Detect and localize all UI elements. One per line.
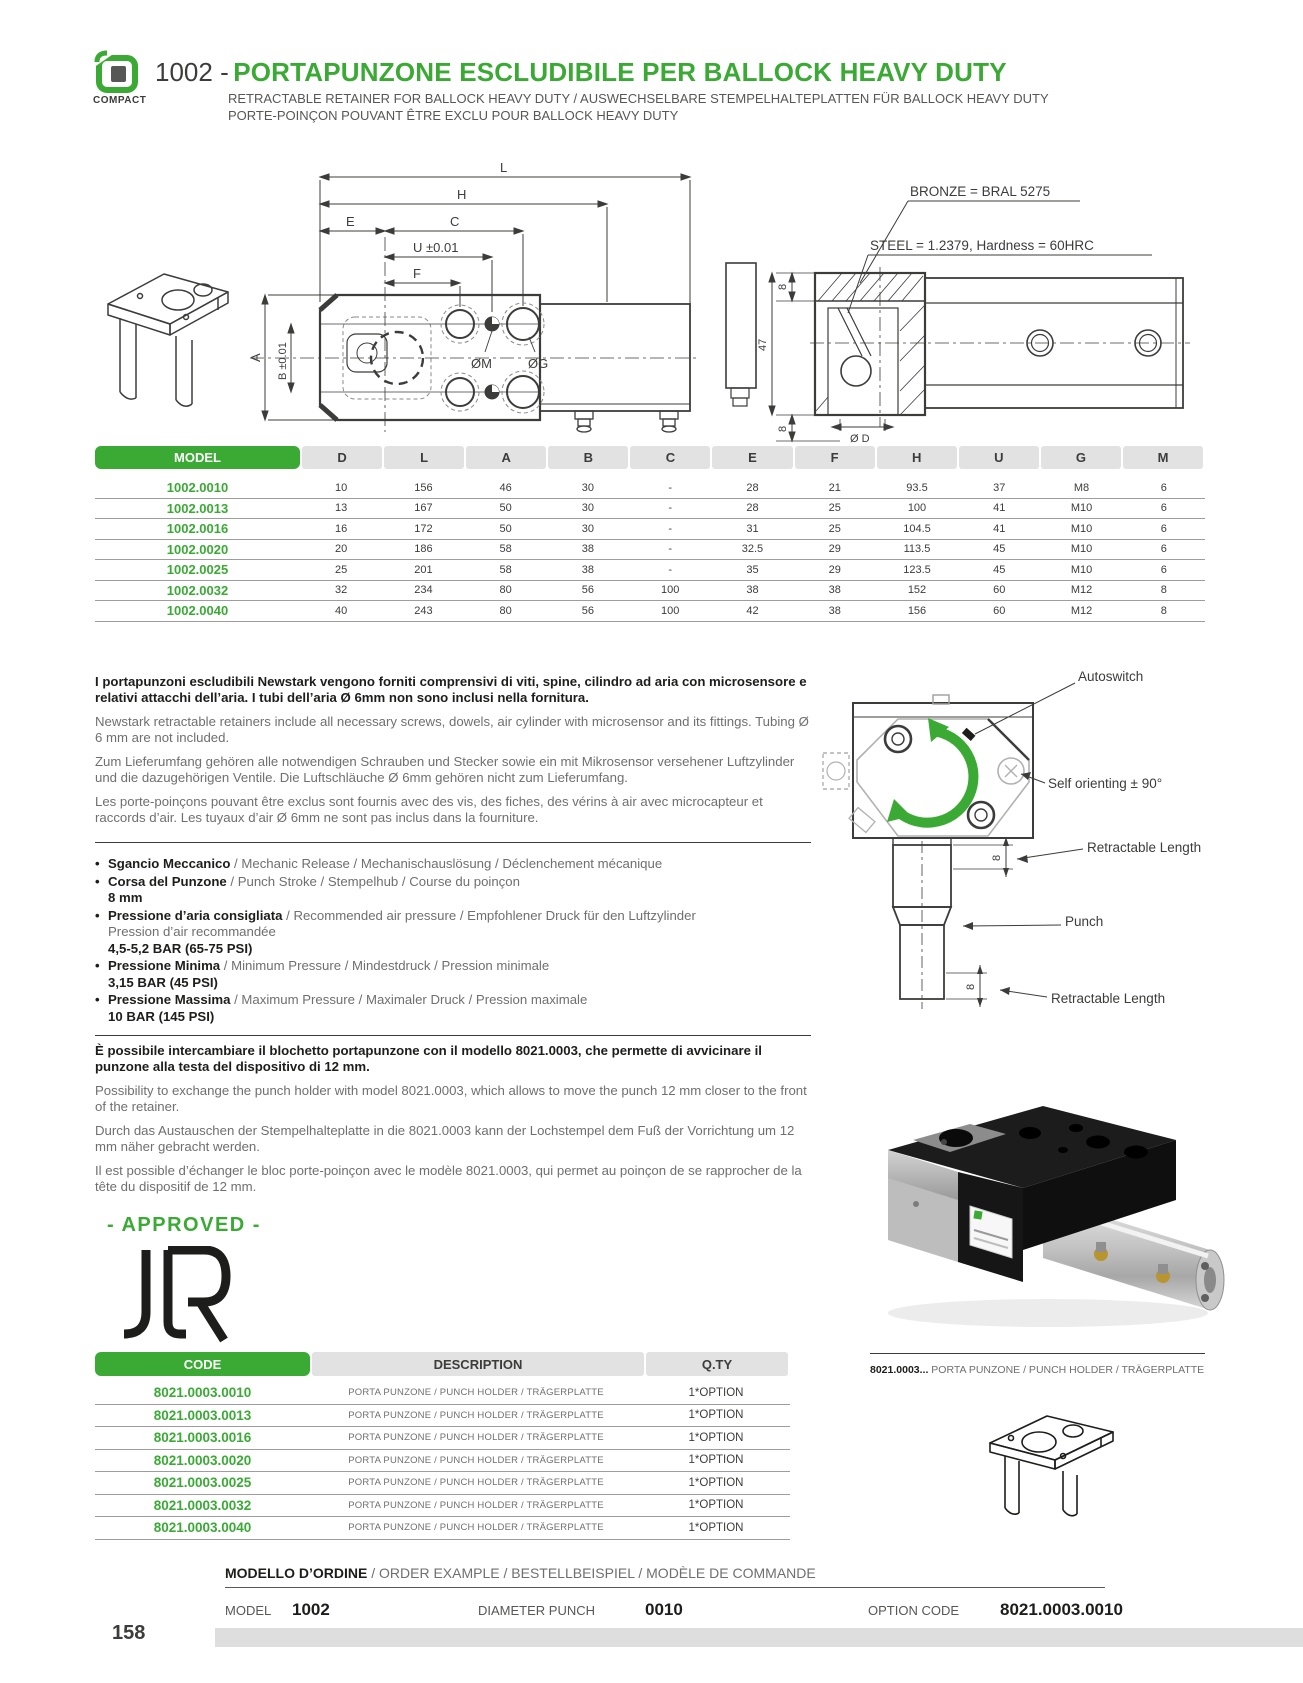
value-l: 234 — [414, 584, 433, 597]
value-m: 6 — [1160, 481, 1167, 494]
column-header-b: B — [548, 446, 628, 469]
value-m: 6 — [1160, 502, 1167, 515]
divider-line — [95, 842, 811, 843]
intro-paragraphs — [95, 674, 811, 834]
order-diameter-label: DIAMETER PUNCH — [478, 1603, 596, 1618]
compact-label: COMPACT — [93, 95, 147, 106]
column-header-l: L — [384, 446, 464, 469]
bullet-title: Pressione Massima — [108, 992, 231, 1007]
value-e: 28 — [746, 502, 759, 515]
retractable-length-top-label: Retractable Length — [1087, 840, 1202, 855]
value-h: 113.5 — [903, 543, 931, 556]
dim-8-bottom: 8 — [965, 983, 977, 990]
value-d: 25 — [335, 563, 348, 576]
value-m: 8 — [1160, 604, 1167, 617]
subtitle-line2: PORTE-POINÇON POUVANT ÊTRE EXCLU POUR BALLOCK HEAVY DUTY — [228, 108, 679, 123]
option-table-row — [95, 1382, 790, 1405]
model-code: 1002.0032 — [166, 582, 229, 598]
spec-bullet — [95, 908, 811, 958]
column-header-a: A — [466, 446, 546, 469]
dim-label-U: U ±0.01 — [413, 240, 459, 255]
table-row — [95, 478, 1205, 499]
column-header-c: C — [630, 446, 710, 469]
option-code: 8021.0003.0040 — [153, 1520, 252, 1536]
option-qty: 1*OPTION — [688, 1499, 744, 1512]
page-title — [155, 57, 1007, 88]
value-a: 80 — [499, 584, 512, 597]
model-code: 1002.0040 — [166, 603, 229, 619]
value-g: M10 — [1070, 563, 1093, 576]
value-h: 156 — [907, 604, 927, 617]
option-table-row — [95, 1427, 790, 1450]
bullet-title: Pressione Minima — [108, 958, 221, 973]
table-row — [95, 499, 1205, 520]
value-l: 167 — [414, 502, 433, 515]
exchange-english: Possibility to exchange the punch holder with model 8021.0003, which allows to move the punch 12 mm closer to the front of the retainer. — [95, 1083, 807, 1114]
option-qty: 1*OPTION — [688, 1476, 744, 1489]
dim-label-A: A — [248, 353, 263, 362]
intro-italian: I portapunzoni escludibili Newstark vengono forniti comprensivi di viti, spine, cilindro ad aria con microsensore e relativi attacchi dell’aria. I tubi dell’aria Ø 6mm non sono inclusi nella fornitura. — [95, 674, 807, 705]
bullet-translations: / Minimum Pressure / Mindestdruck / Pression minimale — [220, 958, 550, 973]
value-h: 93.5 — [906, 481, 928, 494]
value-f: 38 — [828, 604, 841, 617]
value-l: 172 — [414, 522, 433, 535]
intro-english: Newstark retractable retainers include all necessary screws, dowels, air cylinder with microsensor and its fittings. Tubing Ø 6 mm are not included. — [95, 714, 809, 745]
value-f: 21 — [828, 481, 841, 494]
option-table-row — [95, 1472, 790, 1495]
value-d: 40 — [335, 604, 348, 617]
value-c: - — [668, 481, 673, 494]
subtitle-line1: RETRACTABLE RETAINER FOR BALLOCK HEAVY DUTY / AUSWECHSELBARE STEMPELHALTEPLATTEN FÜR BALLOCK HEAVY DUTY — [228, 91, 1049, 106]
order-diameter-value: 0010 — [645, 1600, 683, 1619]
spec-bullet — [95, 958, 811, 991]
value-d: 13 — [335, 502, 348, 515]
value-e: 35 — [746, 563, 759, 576]
model-code: 1002.0010 — [166, 480, 229, 496]
spec-bullet — [95, 874, 811, 907]
option-description: PORTA PUNZONE / PUNCH HOLDER / TRÄGERPLATTE — [348, 1409, 604, 1421]
option-table-body — [95, 1382, 790, 1540]
option-qty: 1*OPTION — [688, 1521, 744, 1534]
model-code: 1002.0016 — [166, 521, 229, 537]
jlr-logo — [112, 1246, 232, 1346]
column-header-description: DESCRIPTION — [312, 1352, 644, 1376]
autoswitch-label: Autoswitch — [1078, 669, 1144, 684]
value-u: 45 — [993, 563, 1006, 576]
mechanism-diagram — [795, 655, 1235, 1023]
value-h: 104.5 — [903, 522, 931, 535]
top-view-dimension-drawing — [245, 152, 705, 444]
dim-label-H: H — [457, 187, 467, 202]
value-f: 29 — [828, 563, 841, 576]
column-header-g: G — [1041, 446, 1121, 469]
spec-bullet-list — [95, 856, 811, 1026]
value-g: M10 — [1070, 522, 1093, 535]
dim-OD: Ø D — [850, 433, 870, 445]
table-row — [95, 560, 1205, 581]
value-f: 38 — [828, 584, 841, 597]
option-code: 8021.0003.0010 — [153, 1385, 252, 1401]
value-b: 56 — [581, 584, 595, 597]
dim-label-E: E — [346, 214, 355, 229]
option-description: PORTA PUNZONE / PUNCH HOLDER / TRÄGERPLATTE — [348, 1522, 604, 1534]
option-code: 8021.0003.0013 — [153, 1407, 252, 1423]
value-c: - — [668, 563, 673, 576]
option-code: 8021.0003.0032 — [153, 1497, 252, 1513]
value-a: 58 — [499, 563, 512, 576]
bullet-title: Corsa del Punzone — [108, 873, 227, 889]
order-example-heading-bold: MODELLO D’ORDINE — [225, 1565, 368, 1581]
value-u: 41 — [993, 502, 1006, 515]
product-photo — [858, 1078, 1240, 1340]
table-row — [95, 581, 1205, 602]
value-m: 6 — [1160, 543, 1167, 556]
value-b: 56 — [581, 604, 595, 617]
option-code: 8021.0003.0020 — [153, 1452, 252, 1468]
page-number: 158 — [112, 1622, 146, 1644]
dim-47: 47 — [757, 338, 769, 351]
value-g: M12 — [1070, 584, 1093, 597]
value-e: 32.5 — [741, 543, 764, 556]
order-option-value: 8021.0003.0010 — [1000, 1600, 1123, 1619]
value-b: 38 — [581, 543, 595, 556]
table-row — [95, 601, 1205, 622]
dimensions-table-header — [95, 446, 1205, 469]
bullet-translations: / Maximum Pressure / Maximaler Druck / Pression maximale — [230, 992, 588, 1007]
newstark-compact-logo-icon — [92, 50, 142, 94]
option-description: PORTA PUNZONE / PUNCH HOLDER / TRÄGERPLATTE — [348, 1387, 604, 1399]
value-d: 16 — [335, 522, 348, 535]
section-view-drawing — [720, 175, 1195, 447]
column-header-m: M — [1123, 446, 1203, 469]
exchange-french: Il est possible d’échanger le bloc porte-poinçon avec le modèle 8021.0003, qui permet au poinçon de se rapprocher de la tête du dispositif de 12 mm. — [95, 1163, 802, 1194]
option-qty: 1*OPTION — [688, 1386, 744, 1399]
retractable-length-bottom-label: Retractable Length — [1051, 991, 1166, 1006]
option-qty: 1*OPTION — [688, 1409, 744, 1422]
model-code: 1002.0013 — [166, 500, 229, 516]
order-model-value: 1002 — [292, 1600, 330, 1619]
value-c: - — [668, 543, 673, 556]
dim-label-OM: ØM — [471, 356, 492, 371]
dimensions-table-body — [95, 478, 1205, 622]
option-description: PORTA PUNZONE / PUNCH HOLDER / TRÄGERPLATTE — [348, 1432, 604, 1444]
value-u: 60 — [993, 584, 1006, 597]
value-m: 6 — [1160, 563, 1167, 576]
value-g: M10 — [1070, 543, 1093, 556]
value-f: 25 — [828, 502, 841, 515]
value-a: 50 — [499, 502, 512, 515]
divider-line — [95, 1035, 811, 1036]
value-u: 41 — [993, 522, 1006, 535]
value-g: M12 — [1070, 604, 1093, 617]
bullet-subtext: Pression d’air recommandée — [108, 924, 276, 939]
option-table-header — [95, 1352, 790, 1376]
dim-label-OG: ØG — [528, 356, 549, 371]
exchange-italian: È possibile intercambiare il blochetto portapunzone con il modello 8021.0003, che permette di avvicinare il punzone alla testa del dispositivo di 12 mm. — [95, 1043, 762, 1074]
dim-label-B: B ±0.01 — [277, 342, 289, 380]
value-c: 100 — [661, 604, 680, 617]
dim-8-top: 8 — [991, 854, 1003, 861]
table-row — [95, 519, 1205, 540]
value-u: 37 — [993, 481, 1006, 494]
option-table-row — [95, 1495, 790, 1518]
self-orienting-label: Self orienting ± 90° — [1048, 776, 1163, 791]
punch-label: Punch — [1065, 914, 1104, 929]
option-table-row — [95, 1450, 790, 1473]
value-e: 31 — [746, 522, 759, 535]
option-code: 8021.0003.0025 — [153, 1475, 252, 1491]
spec-bullet — [95, 856, 811, 873]
dim-label-L: L — [500, 160, 508, 175]
value-b: 38 — [581, 563, 595, 576]
exchange-german: Durch das Austauschen der Stempelhalteplatte in die 8021.0003 kann der Lochstempel dem Fuß der Vorrichtung um 12 mm näher gebracht werden. — [95, 1123, 795, 1154]
spec-bullet — [95, 992, 811, 1025]
option-description: PORTA PUNZONE / PUNCH HOLDER / TRÄGERPLATTE — [348, 1499, 604, 1511]
value-g: M8 — [1073, 481, 1090, 494]
intro-french: Les porte-poinçons pouvant être exclus sont fournis avec des vis, des fiches, des vérins à air avec microcapteur et raccords d’air. Les tuyaux d’air Ø 6mm ne sont pas inclus dans la fourniture. — [95, 794, 763, 825]
caption-divider — [870, 1353, 1205, 1354]
value-a: 58 — [499, 543, 512, 556]
value-d: 32 — [335, 584, 348, 597]
option-table-row — [95, 1405, 790, 1428]
value-l: 186 — [414, 543, 433, 556]
bullet-value: 10 BAR (145 PSI) — [108, 1008, 215, 1024]
dim-8-bottom: 8 — [777, 425, 789, 432]
dim-label-C: C — [450, 214, 460, 229]
bullet-translations: / Recommended air pressure / Empfohlener Druck für den Luftzylinder — [282, 907, 696, 923]
dimensions-table — [95, 446, 1205, 622]
bullet-translations: / Punch Stroke / Stempelhub / Course du poinçon — [226, 873, 520, 889]
bullet-value: 8 mm — [108, 890, 143, 905]
bullet-title: Pressione d’aria consigliata — [108, 907, 283, 923]
value-g: M10 — [1070, 502, 1093, 515]
value-c: - — [668, 502, 673, 515]
option-qty: 1*OPTION — [688, 1431, 744, 1444]
option-code: 8021.0003.0016 — [153, 1430, 252, 1446]
dim-label-F: F — [413, 266, 421, 281]
value-h: 100 — [907, 502, 927, 515]
column-header-e: E — [712, 446, 792, 469]
value-h: 152 — [907, 584, 927, 597]
value-b: 30 — [581, 502, 595, 515]
column-header-f: F — [795, 446, 875, 469]
value-a: 50 — [499, 522, 512, 535]
model-code: 1002.0025 — [166, 562, 229, 578]
bullet-translations: / Mechanic Release / Mechanischauslösung / Déclenchement mécanique — [230, 856, 663, 871]
model-code: 1002.0020 — [166, 541, 229, 557]
model-code-prefix: 1002 - — [155, 57, 229, 87]
value-l: 201 — [414, 563, 433, 576]
value-d: 10 — [335, 481, 348, 494]
punch-holder-isometric-drawing — [975, 1398, 1125, 1523]
order-example-heading — [225, 1565, 1105, 1588]
value-a: 80 — [499, 604, 512, 617]
value-e: 38 — [746, 584, 759, 597]
order-option-label: OPTION CODE — [868, 1603, 960, 1618]
value-l: 243 — [414, 604, 433, 617]
value-c: 100 — [661, 584, 680, 597]
value-l: 156 — [414, 481, 433, 494]
table-row — [95, 540, 1205, 561]
value-d: 20 — [335, 543, 348, 556]
order-example-heading-rest: / ORDER EXAMPLE / BESTELLBEISPIEL / MODÈLE DE COMMANDE — [367, 1565, 816, 1581]
value-f: 25 — [828, 522, 841, 535]
value-m: 6 — [1160, 522, 1167, 535]
value-e: 42 — [746, 604, 759, 617]
value-a: 46 — [499, 481, 512, 494]
value-m: 8 — [1160, 584, 1167, 597]
option-codes-table — [95, 1352, 790, 1540]
column-header-h: H — [877, 446, 957, 469]
photo-caption-code: 8021.0003... — [870, 1364, 929, 1376]
bronze-material-label: BRONZE = BRAL 5275 — [910, 184, 1051, 199]
bullet-value: 4,5-5,2 BAR (65-75 PSI) — [108, 940, 253, 956]
column-header-u: U — [959, 446, 1039, 469]
value-h: 123.5 — [903, 563, 931, 576]
order-model-label: MODEL — [225, 1603, 272, 1618]
column-header-qty: Q.TY — [646, 1352, 788, 1376]
option-table-row — [95, 1517, 790, 1540]
approved-label: - APPROVED - — [107, 1214, 261, 1236]
option-description: PORTA PUNZONE / PUNCH HOLDER / TRÄGERPLATTE — [348, 1477, 604, 1489]
dim-8-top: 8 — [777, 283, 789, 290]
footer-bar — [215, 1628, 1303, 1647]
value-c: - — [668, 522, 673, 535]
bullet-title: Sgancio Meccanico — [108, 856, 231, 871]
option-qty: 1*OPTION — [688, 1454, 744, 1467]
photo-caption — [870, 1364, 1230, 1376]
column-header-model: MODEL — [95, 446, 300, 469]
exchange-paragraphs — [95, 1043, 811, 1203]
value-b: 30 — [581, 481, 595, 494]
bullet-value: 3,15 BAR (45 PSI) — [108, 974, 218, 990]
value-b: 30 — [581, 522, 595, 535]
steel-material-label: STEEL = 1.2379, Hardness = 60HRC — [870, 238, 1094, 253]
value-u: 60 — [993, 604, 1006, 617]
option-description: PORTA PUNZONE / PUNCH HOLDER / TRÄGERPLATTE — [348, 1454, 604, 1466]
page-title-text: PORTAPUNZONE ESCLUDIBILE PER BALLOCK HEAVY DUTY — [233, 57, 1007, 87]
value-f: 29 — [828, 543, 841, 556]
isometric-retainer-drawing — [100, 252, 240, 412]
column-header-d: D — [302, 446, 382, 469]
photo-caption-text: PORTA PUNZONE / PUNCH HOLDER / TRÄGERPLATTE — [928, 1364, 1205, 1376]
column-header-code: CODE — [95, 1352, 310, 1376]
value-e: 28 — [746, 481, 759, 494]
value-u: 45 — [993, 543, 1006, 556]
intro-german: Zum Lieferumfang gehören alle notwendigen Schrauben und Stecker sowie ein mit Mikrosensor versehener Luftzylinder und die dazugehörigen Ventile. Die Luftschläuche Ø 6mm gehören nicht zum Lieferumfang. — [95, 754, 795, 785]
